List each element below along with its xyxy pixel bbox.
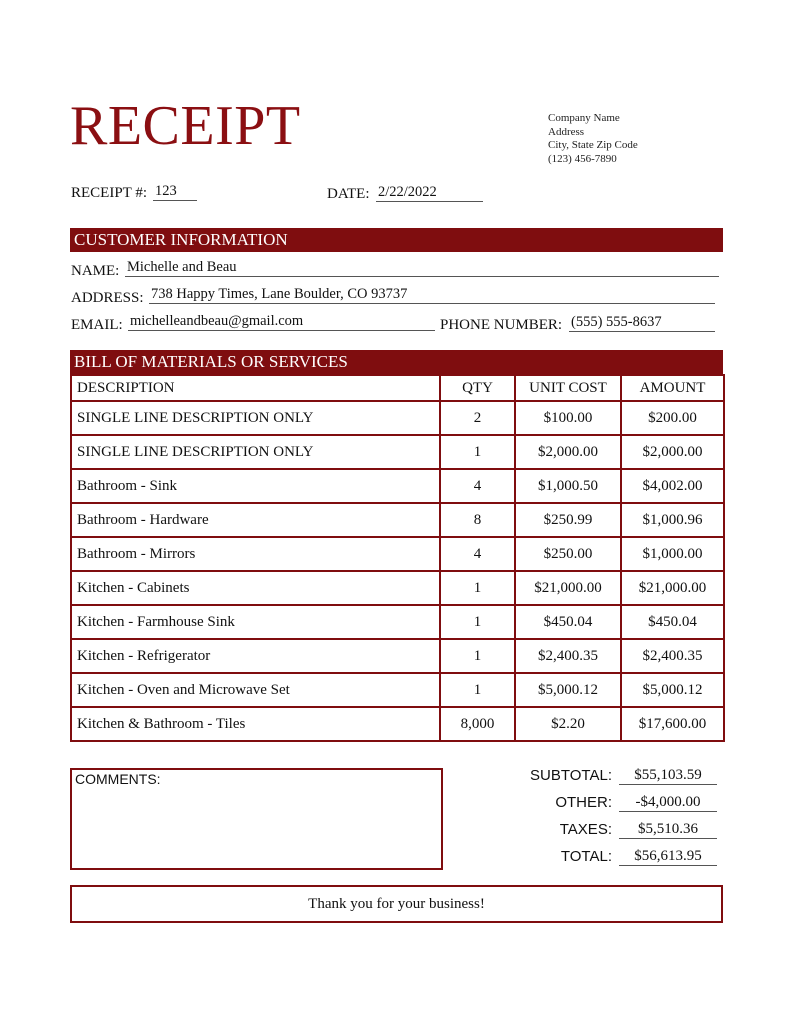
- row-description[interactable]: SINGLE LINE DESCRIPTION ONLY: [71, 435, 440, 469]
- name-field[interactable]: Michelle and Beau: [125, 259, 719, 277]
- table-row: [71, 571, 724, 605]
- company-phone: (123) 456-7890: [548, 152, 617, 165]
- total-label: TOTAL:: [560, 848, 612, 865]
- row-qty[interactable]: 1: [440, 673, 515, 707]
- row-qty[interactable]: 2: [440, 401, 515, 435]
- subtotal-value[interactable]: $55,103.59: [619, 766, 717, 785]
- row-amount[interactable]: $1,000.96: [621, 503, 724, 537]
- address-label: ADDRESS:: [71, 290, 144, 306]
- row-qty[interactable]: 8: [440, 503, 515, 537]
- page-title: RECEIPT: [70, 95, 301, 157]
- row-qty[interactable]: 4: [440, 537, 515, 571]
- row-description[interactable]: SINGLE LINE DESCRIPTION ONLY: [71, 401, 440, 435]
- row-amount[interactable]: $450.04: [621, 605, 724, 639]
- customer-info-header: CUSTOMER INFORMATION: [70, 228, 723, 252]
- email-field[interactable]: michelleandbeau@gmail.com: [128, 313, 435, 331]
- other-label: OTHER:: [555, 794, 612, 811]
- row-unit-cost[interactable]: $2.20: [515, 707, 621, 741]
- table-row: [71, 469, 724, 503]
- materials-header: BILL OF MATERIALS OR SERVICES: [70, 350, 723, 374]
- row-amount[interactable]: $4,002.00: [621, 469, 724, 503]
- address-field[interactable]: 738 Happy Times, Lane Boulder, CO 93737: [149, 286, 715, 304]
- row-qty[interactable]: 4: [440, 469, 515, 503]
- company-address: Address: [548, 125, 585, 138]
- other-value[interactable]: -$4,000.00: [619, 793, 717, 812]
- materials-table: [70, 374, 725, 742]
- row-amount[interactable]: $2,000.00: [621, 435, 724, 469]
- row-description[interactable]: Kitchen - Cabinets: [71, 571, 440, 605]
- row-description[interactable]: Bathroom - Sink: [71, 469, 440, 503]
- company-city-state-zip: City, State Zip Code: [548, 139, 638, 151]
- row-qty[interactable]: 1: [440, 435, 515, 469]
- company-info: [548, 112, 638, 166]
- receipt-number-label: RECEIPT #:: [71, 185, 147, 201]
- date-field[interactable]: 2/22/2022: [376, 184, 483, 202]
- row-description[interactable]: Kitchen - Oven and Microwave Set: [71, 673, 440, 707]
- thank-you-box: [70, 885, 723, 923]
- row-unit-cost[interactable]: $450.04: [515, 605, 621, 639]
- row-qty[interactable]: 8,000: [440, 707, 515, 741]
- table-row: [71, 537, 724, 571]
- total-value[interactable]: $56,613.95: [619, 847, 717, 866]
- table-row: [71, 673, 724, 707]
- email-label: EMAIL:: [71, 317, 123, 333]
- row-unit-cost[interactable]: $2,000.00: [515, 435, 621, 469]
- taxes-label: TAXES:: [559, 821, 612, 838]
- row-description[interactable]: Kitchen - Farmhouse Sink: [71, 605, 440, 639]
- phone-label: PHONE NUMBER:: [440, 317, 563, 333]
- row-description[interactable]: Kitchen - Refrigerator: [71, 639, 440, 673]
- table-row: [71, 503, 724, 537]
- table-header-row: [71, 375, 724, 401]
- col-header-amount: AMOUNT: [621, 375, 724, 401]
- row-amount[interactable]: $2,400.35: [621, 639, 724, 673]
- col-header-unit-cost: UNIT COST: [515, 375, 621, 401]
- row-qty[interactable]: 1: [440, 639, 515, 673]
- table-row: [71, 605, 724, 639]
- row-amount[interactable]: $17,600.00: [621, 707, 724, 741]
- taxes-value[interactable]: $5,510.36: [619, 820, 717, 839]
- row-amount[interactable]: $5,000.12: [621, 673, 724, 707]
- row-description[interactable]: Bathroom - Hardware: [71, 503, 440, 537]
- company-name: Company Name: [548, 112, 620, 124]
- row-description[interactable]: Kitchen & Bathroom - Tiles: [71, 707, 440, 741]
- row-qty[interactable]: 1: [440, 605, 515, 639]
- col-header-qty: QTY: [440, 375, 515, 401]
- row-amount[interactable]: $200.00: [621, 401, 724, 435]
- comments-box[interactable]: [70, 768, 443, 870]
- subtotal-label: SUBTOTAL:: [530, 767, 612, 784]
- row-unit-cost[interactable]: $250.99: [515, 503, 621, 537]
- row-unit-cost[interactable]: $250.00: [515, 537, 621, 571]
- row-unit-cost[interactable]: $21,000.00: [515, 571, 621, 605]
- table-row: [71, 707, 724, 741]
- name-label: NAME:: [71, 263, 120, 279]
- row-description[interactable]: Bathroom - Mirrors: [71, 537, 440, 571]
- row-amount[interactable]: $1,000.00: [621, 537, 724, 571]
- table-row: [71, 401, 724, 435]
- row-amount[interactable]: $21,000.00: [621, 571, 724, 605]
- row-qty[interactable]: 1: [440, 571, 515, 605]
- thank-you-text: Thank you for your business!: [308, 896, 485, 912]
- row-unit-cost[interactable]: $2,400.35: [515, 639, 621, 673]
- date-label: DATE:: [327, 186, 370, 202]
- row-unit-cost[interactable]: $5,000.12: [515, 673, 621, 707]
- phone-field[interactable]: (555) 555-8637: [569, 314, 715, 332]
- row-unit-cost[interactable]: $1,000.50: [515, 469, 621, 503]
- comments-label: COMMENTS:: [75, 771, 161, 787]
- table-row: [71, 435, 724, 469]
- col-header-description: DESCRIPTION: [71, 375, 440, 401]
- receipt-number-field[interactable]: 123: [153, 183, 197, 201]
- table-row: [71, 639, 724, 673]
- row-unit-cost[interactable]: $100.00: [515, 401, 621, 435]
